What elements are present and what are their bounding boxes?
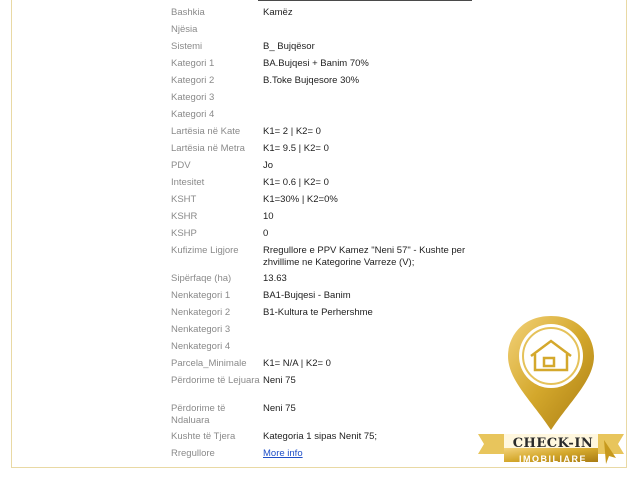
row-label: Lartësia në Kate (171, 126, 241, 137)
row-value (263, 446, 491, 463)
row-label: Nenkategori 4 (171, 341, 231, 352)
table-row (171, 158, 491, 175)
row-value: B1-Kultura te Perhershme (263, 307, 373, 318)
row-value: Kategoria 1 sipas Nenit 75; (263, 431, 378, 442)
row-value: 10 (263, 211, 274, 222)
table-row (171, 90, 491, 107)
top-divider (258, 0, 472, 1)
table-row (171, 39, 491, 56)
row-value: K1= 2 | K2= 0 (263, 126, 321, 137)
more-info-link[interactable]: More info (263, 448, 303, 459)
row-value: K1= 9.5 | K2= 0 (263, 143, 329, 154)
table-row (171, 288, 491, 305)
row-value: K1= 0.6 | K2= 0 (263, 177, 329, 188)
row-label: Nenkategori 3 (171, 324, 231, 335)
table-row (171, 56, 491, 73)
row-label: Nenkategori 1 (171, 290, 231, 301)
row-label: Kategori 2 (171, 75, 215, 86)
row-label: PDV (171, 160, 191, 171)
row-label: Kategori 1 (171, 58, 215, 69)
table-row (171, 175, 491, 192)
row-label: Përdorime të Lejuara (171, 375, 260, 386)
location-pin-icon (508, 316, 594, 430)
row-label: Intesitet (171, 177, 205, 188)
table-row (171, 124, 491, 141)
row-value: Neni 75 (263, 403, 296, 414)
row-value: Kamëz (263, 7, 293, 18)
row-label: KSHT (171, 194, 197, 205)
row-label: Përdorime të Ndaluara (171, 403, 226, 426)
table-row (171, 5, 491, 22)
row-label: KSHP (171, 228, 197, 239)
row-value (263, 90, 491, 107)
logo-subtitle: IMOBILIARE (519, 454, 587, 464)
row-value (263, 339, 491, 356)
row-value (263, 107, 491, 124)
table-row (171, 373, 491, 401)
row-value: Rregullore e PPV Kamez "Neni 57" - Kushte per zhvillime ne Kategorine Varreze (V); (263, 245, 466, 268)
table-row (171, 141, 491, 158)
table-row (171, 226, 491, 243)
row-value: Jo (263, 160, 274, 171)
table-row (171, 356, 491, 373)
row-value: BA.Bujqesi + Banim 70% (263, 58, 369, 69)
table-row (171, 401, 491, 429)
parcel-info-table (171, 5, 491, 463)
row-label: KSHR (171, 211, 198, 222)
row-label: Lartësia në Metra (171, 143, 245, 154)
row-value: K1= N/A | K2= 0 (263, 358, 331, 369)
row-label: Rregullore (171, 448, 215, 459)
row-label: Kategori 4 (171, 109, 215, 120)
row-label: Sipërfaqe (ha) (171, 273, 232, 284)
table-row (171, 446, 491, 463)
row-value (263, 22, 491, 39)
table-row (171, 73, 491, 90)
row-value: 13.63 (263, 273, 287, 284)
table-row (171, 243, 491, 271)
table-row (171, 107, 491, 124)
row-label: Kushte të Tjera (171, 431, 236, 442)
row-label: Kufizime Ligjore (171, 245, 239, 256)
row-label: Sistemi (171, 41, 203, 52)
row-value: 0 (263, 228, 269, 239)
row-value: B_ Bujqësor (263, 41, 315, 52)
row-value: BA1-Bujqesi - Banim (263, 290, 351, 301)
row-value: K1=30% | K2=0% (263, 194, 338, 205)
table-row (171, 305, 491, 322)
table-row (171, 339, 491, 356)
table-row (171, 192, 491, 209)
table-row (171, 322, 491, 339)
row-label: Kategori 3 (171, 92, 215, 103)
row-value: Neni 75 (263, 375, 296, 386)
table-row (171, 22, 491, 39)
row-value: B.Toke Bujqesore 30% (263, 75, 360, 86)
table-row (171, 429, 491, 446)
row-label: Bashkia (171, 7, 205, 18)
table-row (171, 209, 491, 226)
table-row (171, 271, 491, 288)
row-label: Nenkategori 2 (171, 307, 231, 318)
row-label: Parcela_Minimale (171, 358, 247, 369)
logo-title: CHECK-IN (512, 436, 594, 451)
row-value (263, 322, 491, 339)
row-label: Njësia (171, 24, 198, 35)
